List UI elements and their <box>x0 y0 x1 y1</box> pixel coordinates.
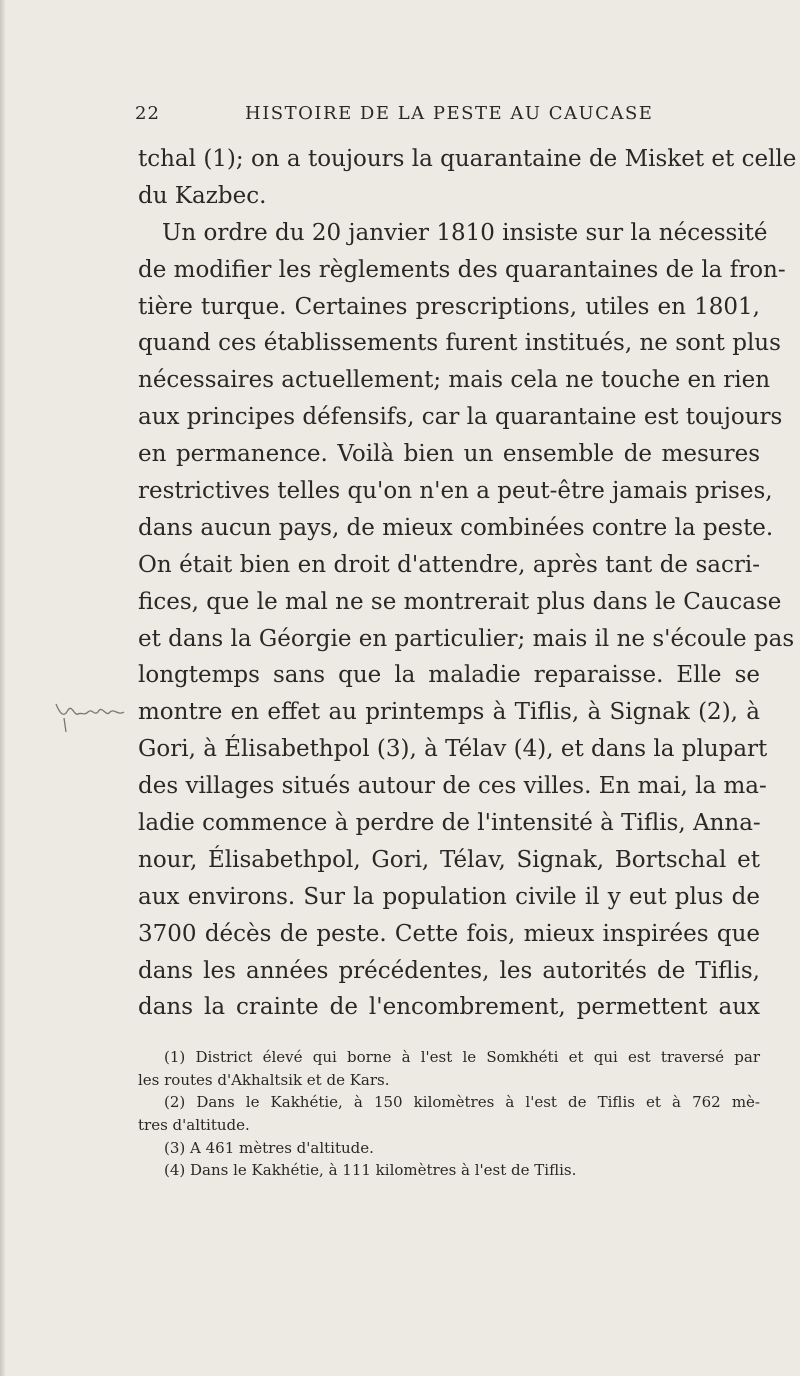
body-line: restrictives telles qu'on n'en a peut-être jamais prises, <box>138 478 773 505</box>
body-line: dans les années précédentes, les autorités de Tiflis, <box>138 957 760 984</box>
footnote-line: (1) District élevé qui borne à l'est le Somkhéti et qui est traversé par <box>164 1048 760 1066</box>
footnotes <box>138 1046 760 1182</box>
body-line: aux environs. Sur la population civile il y eut plus de <box>138 883 760 910</box>
body-line: On était bien en droit d'attendre, après tant de sacri- <box>138 551 760 578</box>
body-line: tchal (1); on a toujours la quarantaine de Misket et celle <box>138 146 797 172</box>
body-text <box>138 141 797 1026</box>
body-line: montre en effet au printemps à Tiflis, à Signak (2), à <box>138 699 760 726</box>
footnote-line: (2) Dans le Kakhétie, à 150 kilomètres à l'est de Tiflis et à 762 mè- <box>164 1093 760 1112</box>
body-line: ladie commence à perdre de l'intensité à Tiflis, Anna- <box>138 810 761 837</box>
body-line: Un ordre du 20 janvier 1810 insiste sur la nécessité <box>162 219 768 246</box>
body-line: de modifier les règlements des quarantaines de la fron- <box>138 256 786 283</box>
body-line: dans aucun pays, de mieux combinées contre la peste. <box>138 514 774 541</box>
footnote-line: (4) Dans le Kakhétie, à 111 kilomètres à l'est de Tiflis. <box>164 1161 577 1180</box>
footnote-line: tres d'altitude. <box>138 1116 250 1135</box>
footnote-line: (3) A 461 mètres d'altitude. <box>164 1138 374 1157</box>
body-line: tière turque. Certaines prescriptions, utiles en 1801, <box>138 293 760 320</box>
body-line: nécessaires actuellement; mais cela ne touche en rien <box>138 367 771 394</box>
footnote-line: les routes d'Akhaltsik et de Kars. <box>138 1070 390 1089</box>
page-gutter-shadow <box>0 0 6 1376</box>
body-line: du Kazbec. <box>138 182 267 209</box>
body-line: 3700 décès de peste. Cette fois, mieux inspirées que <box>138 920 760 947</box>
handwritten-margin-mark <box>54 700 130 736</box>
body-line: longtemps sans que la maladie reparaisse. Elle se <box>138 662 760 689</box>
body-line: nour, Élisabethpol, Gori, Télav, Signak, Bortschal et <box>138 846 760 873</box>
body-line: et dans la Géorgie en particulier; mais il ne s'écoule pas <box>138 625 795 652</box>
body-line: Gori, à Élisabethpol (3), à Télav (4), et dans la plupart <box>138 736 768 763</box>
body-line: quand ces établissements furent institués, ne sont plus <box>138 330 781 357</box>
running-title: HISTOIRE DE LA PESTE AU CAUCASE <box>245 103 654 124</box>
body-line: fices, que le mal ne se montrerait plus dans le Caucase <box>138 588 782 615</box>
body-line: aux principes défensifs, car la quarantaine est toujours <box>138 404 783 431</box>
body-line: en permanence. Voilà bien un ensemble de mesures <box>138 441 760 468</box>
body-line: dans la crainte de l'encombrement, permettent aux <box>138 994 760 1021</box>
page-number: 22 <box>135 103 160 124</box>
body-line: des villages situés autour de ces villes. En mai, la ma- <box>138 773 767 800</box>
page-header <box>0 103 800 133</box>
